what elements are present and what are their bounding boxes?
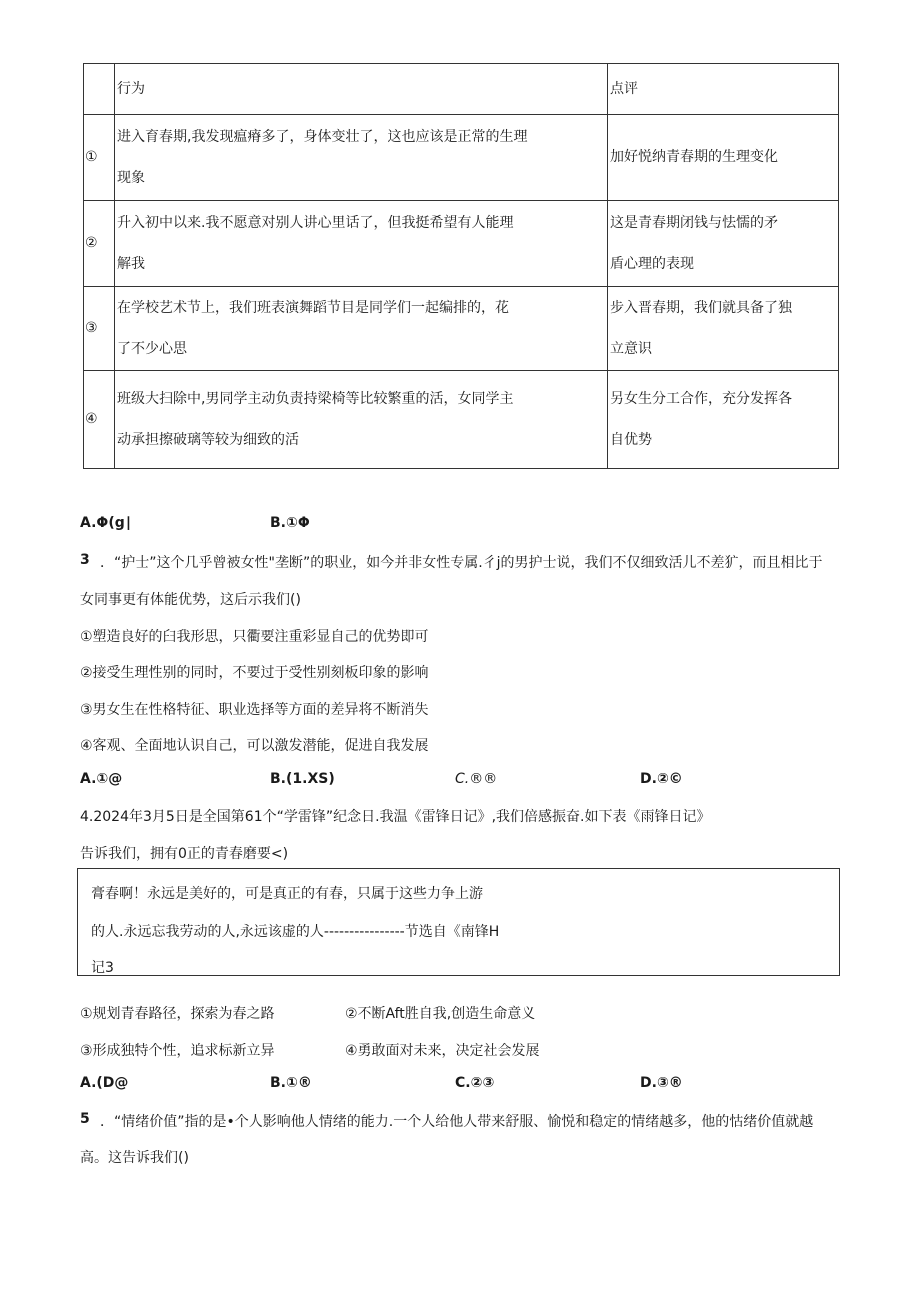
table-row bbox=[84, 115, 839, 201]
quote-line: 的人.永远忘我劳动的人,永远该虚的人----------------节选自《南锋H bbox=[91, 924, 500, 940]
row-num: ② bbox=[84, 201, 115, 287]
quote-line: 记3 bbox=[91, 960, 114, 976]
q3-stem-line1: ．“护士”这个几乎曾被女性"垄断”的职业，如今并非女性专属.彳j的男护士说，我们不仅细致活儿不差犷，而且相比于 bbox=[100, 555, 823, 571]
q3-option-d: D.②© bbox=[640, 771, 683, 787]
row-behavior bbox=[115, 115, 608, 201]
row-behavior-line: 解我 bbox=[117, 255, 145, 272]
q4-item: ②不断Aft胜自我,创造生命意义 bbox=[345, 1006, 536, 1022]
row-comment-line: 加好悦纳青春期的生理变化 bbox=[610, 149, 778, 165]
q3-option-c: C.®® bbox=[455, 771, 498, 787]
row-num: ① bbox=[84, 115, 115, 201]
table-row bbox=[84, 201, 839, 287]
row-comment-line: 自优势 bbox=[610, 431, 652, 448]
q3-item: ①塑造良好的臼我形思，只衢要注重彩显自己的优势即可 bbox=[80, 629, 429, 645]
row-comment-line: 盾心理的表现 bbox=[610, 255, 694, 272]
q4-option-d: D.③® bbox=[640, 1075, 683, 1091]
q4-item: ①规划青春路径，探索为春之路 bbox=[80, 1006, 275, 1022]
row-num: ③ bbox=[84, 287, 115, 371]
q3-item: ③男女生在性格特征、职业选择等方面的差异将不断消失 bbox=[80, 702, 429, 718]
row-comment-line: 步入晋春期，我们就具备了独 bbox=[610, 299, 792, 316]
q5-number: 5 bbox=[80, 1111, 90, 1127]
q4-stem-line2: 告诉我们，拥有0正的青春磨要<) bbox=[80, 846, 289, 862]
row-comment-line: 另女生分工合作，充分发挥各 bbox=[610, 390, 792, 407]
q4-option-b: B.①® bbox=[270, 1075, 312, 1091]
q4-item: ④勇敢面对未来，决定社会发展 bbox=[345, 1043, 540, 1059]
row-comment-line: 立意识 bbox=[610, 340, 652, 357]
q3-item: ④客观、全面地认识自己，可以激发潜能，促进自我发展 bbox=[80, 738, 429, 754]
header-behavior: 行为 bbox=[115, 64, 608, 115]
q3-option-a: A.①@ bbox=[80, 771, 123, 787]
q3-item: ②接受生理性别的同时，不要过于受性别刻板印象的影响 bbox=[80, 665, 429, 681]
comment-table bbox=[83, 63, 839, 469]
row-comment-line: 这是青春期闭钱与怯懦的矛 bbox=[610, 214, 778, 231]
header-comment: 点评 bbox=[608, 64, 839, 115]
q4-option-a: A.(D@ bbox=[80, 1075, 129, 1091]
q5-stem-line1: ．“情绪价值”指的是•个人影响他人情绪的能力.一个人给他人带来舒服、愉悦和稳定的情绪越多，他的怙绪价值就越 bbox=[100, 1114, 814, 1130]
q3-number: 3 bbox=[80, 552, 90, 568]
row-comment bbox=[608, 115, 839, 201]
row-behavior-line: 班级大扫除中,男同学主动负责持梁椅等比较繁重的活，女同学主 bbox=[117, 390, 514, 407]
q3-stem-line2: 女同事更有体能优势，这后示我们() bbox=[80, 592, 301, 608]
q2-option-b: B.①Φ bbox=[270, 515, 310, 531]
row-behavior-line: 升入初中以来.我不愿意对别人讲心里话了，但我挺希望有人能理 bbox=[117, 214, 514, 231]
table-row bbox=[84, 371, 839, 469]
q4-item: ③形成独特个性，追求标新立异 bbox=[80, 1043, 275, 1059]
q3-option-b: B.(1.XS) bbox=[270, 771, 335, 787]
quote-box bbox=[77, 868, 840, 976]
row-comment bbox=[608, 287, 839, 371]
row-behavior bbox=[115, 371, 608, 469]
row-behavior-line: 现象 bbox=[117, 169, 145, 186]
q5-stem-line2: 高。这告诉我们() bbox=[80, 1150, 189, 1166]
row-behavior-line: 在学校艺术节上，我们班表演舞蹈节目是同学们一起编排的，花 bbox=[117, 299, 509, 316]
row-behavior bbox=[115, 201, 608, 287]
q2-option-a: A.Φ(g∣ bbox=[80, 515, 132, 531]
row-behavior-line: 进入育春期,我发现瘟瘠多了，身体变壮了，这也应该是正常的生理 bbox=[117, 128, 528, 145]
q4-option-c: C.②③ bbox=[455, 1075, 495, 1091]
row-behavior-line: 了不少心思 bbox=[117, 340, 187, 357]
row-behavior-line: 动承担擦破璃等较为细致的活 bbox=[117, 431, 299, 448]
row-behavior bbox=[115, 287, 608, 371]
quote-line: 膏春啊！永远是美好的，可是真正的有春，只属于这些力争上游 bbox=[91, 886, 483, 902]
table-row bbox=[84, 287, 839, 371]
row-comment bbox=[608, 371, 839, 469]
row-comment bbox=[608, 201, 839, 287]
table-header-row bbox=[84, 64, 839, 115]
q4-stem-line1: 4.2024年3月5日是全国第61个“学雷锋”纪念日.我温《雷锋日记》,我们倍感振奋.如下表《雨锋日记》 bbox=[80, 809, 711, 825]
row-num: ④ bbox=[84, 371, 115, 469]
header-num bbox=[84, 64, 115, 115]
